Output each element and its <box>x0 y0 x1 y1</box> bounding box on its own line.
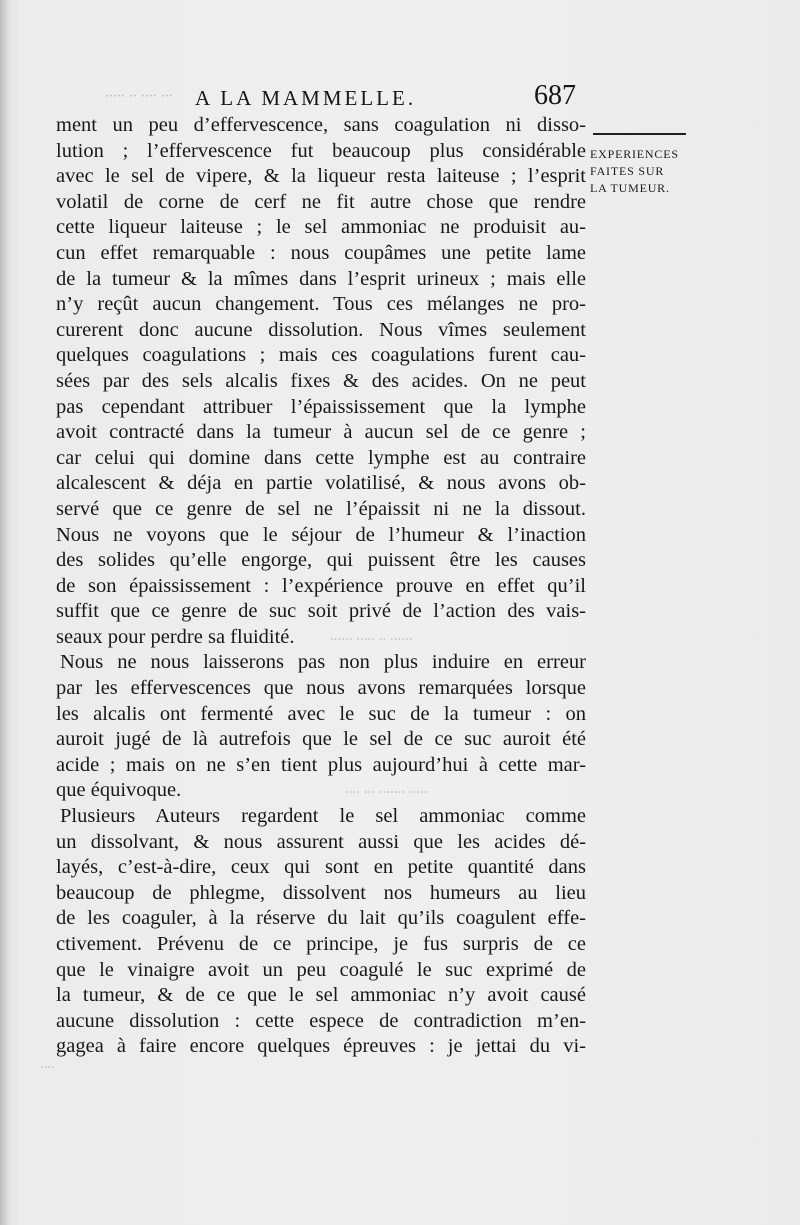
text-line: de les coaguler, à la réserve du lait qu’ils coagulent effe- <box>56 907 586 930</box>
text-line: gagea à faire encore quelques épreuves : je jettai du vi- <box>56 1035 586 1058</box>
text-line: auroit jugé de là autrefois que le sel de ce suc auroit été <box>56 728 586 751</box>
text-line: avoit contracté dans la tumeur à aucun sel de ce genre ; <box>56 421 586 444</box>
text-line: les alcalis ont fermenté avec le suc de la tumeur : on <box>56 702 586 725</box>
paragraph-end-line: que équivoque. <box>56 779 182 802</box>
text-line: de son épaississement : l’expérience prouve en effet qu’il <box>56 574 586 597</box>
text-line: par les effervescences que nous avons remarquées lorsque <box>56 677 586 700</box>
margin-note-line: FAITES SUR <box>590 164 665 178</box>
text-line: aucune dissolution : cette espece de contradiction m’en- <box>56 1009 586 1032</box>
text-line: curerent donc aucune dissolution. Nous vîmes seulement <box>56 318 586 341</box>
text-line: lution ; l’effervescence fut beaucoup plus considérable <box>56 139 586 162</box>
text-line: avec le sel de vipere, & la liqueur resta laiteuse ; l’esprit <box>56 165 586 188</box>
text-line: acide ; mais on ne s’en tient plus aujourd’hui à cette mar- <box>56 753 586 776</box>
running-head: A LA MAMMELLE. <box>195 86 417 110</box>
paragraph-start-line: Nous ne nous laisserons pas non plus induire en erreur <box>60 651 586 674</box>
text-line: quelques coagulations ; mais ces coagulations furent cau- <box>56 344 586 367</box>
text-line: des solides qu’elle engorge, qui puissent être les causes <box>56 549 586 572</box>
show-through-header: ∙∙∙ ∙∙∙∙ ∙∙ ∙∙∙∙∙ <box>105 88 173 105</box>
text-line: suffit que ce genre de suc soit privé de l’action des vais- <box>56 600 586 623</box>
text-line: sées par des sels alcalis fixes & des acides. On ne peut <box>56 369 586 392</box>
text-line: ctivement. Prévenu de ce principe, je fus surpris de ce <box>56 933 586 955</box>
text-line: n’y reçût aucun changement. Tous ces mélanges ne pro- <box>56 293 586 316</box>
text-line: de la tumeur & la mîmes dans l’esprit urineux ; mais elle <box>56 267 586 290</box>
show-through-line: ∙∙∙∙∙∙ ∙∙ ∙∙∙∙∙ ∙∙∙∙∙∙ <box>330 632 413 648</box>
margin-note-line: LA TUMEUR. <box>590 181 670 195</box>
text-line: Nous ne voyons que le séjour de l’humeur & l’inaction <box>56 523 586 546</box>
text-line: un dissolvant, & nous assurent aussi que les acides dé- <box>56 830 586 853</box>
margin-note <box>590 146 690 197</box>
page-number: 687 <box>534 80 576 111</box>
text-line: cette liqueur laiteuse ; le sel ammoniac ne produisit au- <box>56 216 586 239</box>
paragraph-end-line: seaux pour perdre sa fluidité. <box>56 625 295 648</box>
text-line: ment un peu d’effervescence, sans coagulation ni disso- <box>56 114 586 136</box>
text-line: servé que ce genre de sel ne l’épaissit ni ne la dissout. <box>56 497 586 520</box>
text-line: beaucoup de phlegme, dissolvent nos humeurs au lieu <box>56 881 586 904</box>
text-line: que le vinaigre avoit un peu coagulé le suc exprimé de <box>56 958 586 981</box>
text-line: cun effet remarquable : nous coupâmes une petite lame <box>56 241 586 264</box>
paragraph-start-line: Plusieurs Auteurs regardent le sel ammoniac comme <box>60 805 586 828</box>
margin-rule <box>593 133 686 135</box>
text-line: la tumeur, & de ce que le sel ammoniac n’y avoit causé <box>56 984 586 1007</box>
text-line: car celui qui domine dans cette lymphe est au contraire <box>56 446 586 469</box>
text-line: pas cependant attribuer l’épaississement que la lymphe <box>56 395 586 418</box>
text-line: layés, c’est-à-dire, ceux qui sont en petite quantité dans <box>56 856 586 879</box>
text-line: alcalescent & déja en partie volatilisé, & nous avons ob- <box>56 472 586 495</box>
show-through-line: ∙∙∙∙ <box>40 1060 55 1076</box>
text-line: volatil de corne de cerf ne fit autre chose que rendre <box>56 190 586 213</box>
page-gutter-shadow <box>0 0 10 1225</box>
show-through-line: ∙∙∙∙∙ ∙∙∙∙∙∙∙ ∙∙∙ ∙∙∙∙ <box>345 785 428 801</box>
body-text <box>56 113 586 1060</box>
margin-note-line: EXPERIENCES <box>590 147 679 161</box>
